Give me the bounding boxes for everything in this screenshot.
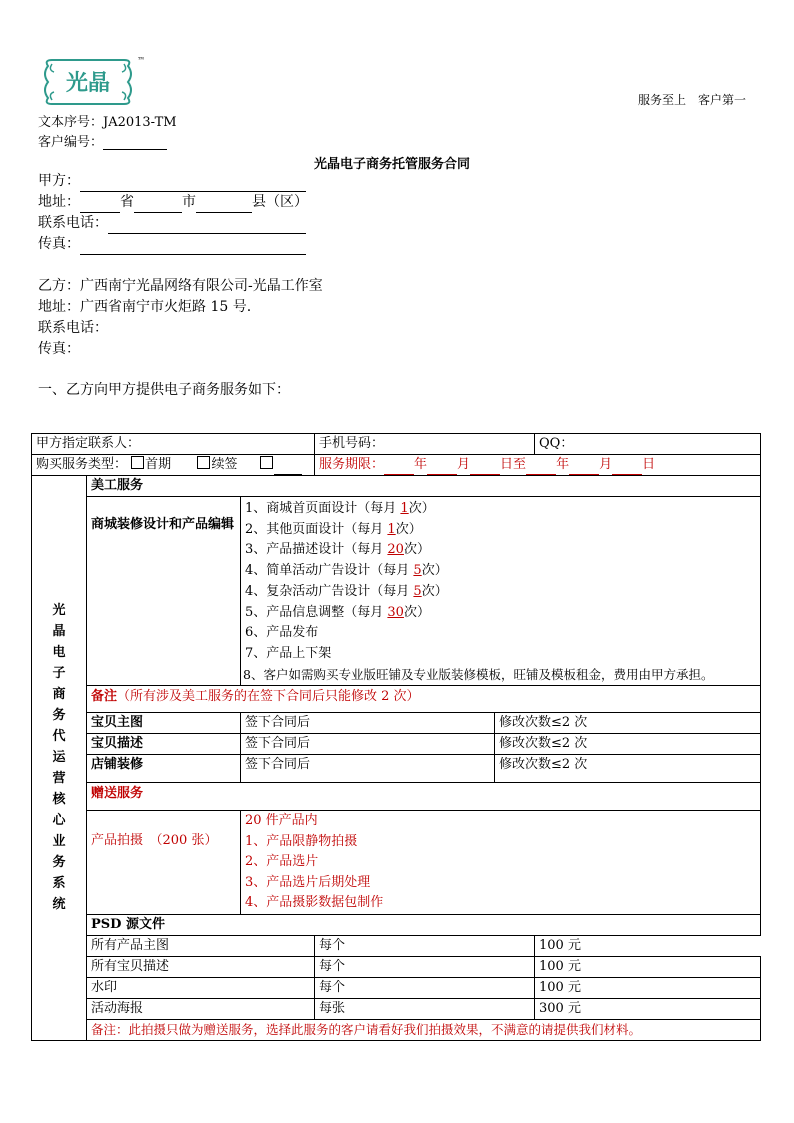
design-item: 8、客户如需购买专业版旺铺及专业版装修模板，旺铺及模板租金，费用由甲方承担。 bbox=[243, 666, 714, 682]
footer-note: 备注：此拍摄只做为赠送服务，选择此服务的客户请看好我们拍摄效果，不满意的请提供我们材料。 bbox=[87, 1019, 761, 1040]
side-title-char: 心 bbox=[52, 813, 66, 829]
mobile-cell: 手机号码： bbox=[315, 434, 535, 455]
customer-number: 客户编号： bbox=[38, 131, 167, 150]
other-checkbox[interactable] bbox=[260, 456, 273, 469]
party-a-name: 甲方： bbox=[38, 171, 306, 192]
psd-item: 所有宝贝描述 bbox=[87, 956, 315, 977]
psd-unit: 每个 bbox=[315, 977, 535, 998]
design-item: 4、复杂活动广告设计（每月 5次） bbox=[245, 583, 448, 599]
psd-item: 活动海报 bbox=[87, 998, 315, 1019]
party-b-phone: 联系电话： bbox=[38, 320, 108, 336]
buy-type-row bbox=[32, 455, 761, 476]
contract-title: 光晶电子商务托管服务合同 bbox=[314, 157, 471, 172]
contact-cell: 甲方指定联系人： bbox=[32, 434, 315, 455]
service-period-cell: 服务期限： 年 月 日至 年 月 日 bbox=[315, 455, 761, 476]
revision-when: 签下合同后 bbox=[241, 734, 495, 755]
section-heading: 一、乙方向甲方提供电子商务服务如下： bbox=[38, 382, 290, 398]
photo-item: 2、产品选片 bbox=[245, 854, 319, 870]
mall-design-row bbox=[32, 497, 761, 686]
psd-price: 100 元 bbox=[535, 935, 761, 956]
side-title-char: 光 bbox=[52, 603, 66, 619]
revision-row bbox=[32, 755, 761, 783]
psd-item: 所有产品主图 bbox=[87, 935, 315, 956]
design-item: 2、其他页面设计（每月 1次） bbox=[245, 521, 422, 537]
revision-item: 店铺装修 bbox=[87, 755, 241, 783]
psd-price: 100 元 bbox=[535, 956, 761, 977]
art-note: 备注（所有涉及美工服务的在签下合同后只能修改 2 次） bbox=[87, 686, 761, 713]
side-title-char: 系 bbox=[52, 876, 66, 892]
design-item: 5、产品信息调整（每月 30次） bbox=[245, 604, 430, 620]
company-logo bbox=[40, 56, 136, 106]
side-title-char: 商 bbox=[52, 687, 66, 703]
photo-row bbox=[32, 811, 761, 915]
serial-number: 文本序号：JA2013-TM bbox=[38, 115, 177, 130]
psd-heading: PSD 源文件 bbox=[87, 914, 761, 935]
revision-limit: 修改次数≤2 次 bbox=[495, 734, 761, 755]
psd-unit: 每个 bbox=[315, 935, 535, 956]
revision-row bbox=[32, 734, 761, 755]
side-title bbox=[32, 476, 87, 1041]
side-title-char: 子 bbox=[52, 666, 66, 682]
party-b-name: 乙方：广西南宁光晶网络有限公司-光晶工作室 bbox=[38, 278, 323, 294]
logo-text: 光晶 bbox=[65, 71, 111, 96]
side-title-char: 核 bbox=[52, 792, 66, 808]
design-item: 7、产品上下架 bbox=[245, 645, 332, 661]
gift-heading: 赠送服务 bbox=[87, 783, 761, 811]
party-b-address: 地址：广西省南宁市火炬路 15 号. bbox=[38, 299, 252, 315]
renewal-checkbox[interactable] bbox=[197, 456, 210, 469]
psd-row bbox=[32, 935, 761, 956]
slogan: 服务至上 客户第一 bbox=[638, 93, 747, 107]
service-table bbox=[31, 433, 761, 1041]
photo-item: 1、产品限静物拍摄 bbox=[245, 833, 358, 849]
party-b-fax: 传真： bbox=[38, 341, 80, 357]
side-title-char: 务 bbox=[52, 708, 66, 724]
side-title-char: 务 bbox=[52, 855, 66, 871]
revision-limit: 修改次数≤2 次 bbox=[495, 755, 761, 783]
psd-item: 水印 bbox=[87, 977, 315, 998]
psd-row bbox=[32, 977, 761, 998]
photo-items bbox=[241, 811, 761, 915]
side-title-char: 电 bbox=[52, 645, 66, 661]
first-term-checkbox[interactable] bbox=[131, 456, 144, 469]
photo-item: 3、产品选片后期处理 bbox=[245, 874, 371, 890]
revision-when: 签下合同后 bbox=[241, 755, 495, 783]
mall-design-label: 商城装修设计和产品编辑 bbox=[87, 497, 241, 686]
psd-unit: 每张 bbox=[315, 998, 535, 1019]
revision-row bbox=[32, 713, 761, 734]
side-title-char: 运 bbox=[52, 750, 66, 766]
photo-label: 产品拍摄 （200 张） bbox=[87, 811, 241, 915]
photo-item: 20 件产品内 bbox=[245, 813, 318, 829]
party-a-fax: 传真： bbox=[38, 234, 306, 255]
qq-cell: QQ： bbox=[535, 434, 761, 455]
photo-item: 4、产品摄影数据包制作 bbox=[245, 895, 384, 911]
buy-type-cell: 购买服务类型： 首期 续签 bbox=[32, 455, 315, 476]
design-item: 3、产品描述设计（每月 20次） bbox=[245, 542, 430, 558]
design-item: 4、简单活动广告设计（每月 5次） bbox=[245, 563, 448, 579]
psd-price: 100 元 bbox=[535, 977, 761, 998]
contact-row bbox=[32, 434, 761, 455]
revision-item: 宝贝描述 bbox=[87, 734, 241, 755]
side-title-char: 营 bbox=[52, 771, 66, 787]
party-a-phone: 联系电话： bbox=[38, 213, 306, 234]
psd-unit: 每个 bbox=[315, 956, 535, 977]
mall-design-items bbox=[241, 497, 761, 686]
side-title-char: 统 bbox=[52, 897, 66, 913]
party-a-address: 地址： 省 市 县（区） bbox=[38, 192, 308, 213]
psd-row bbox=[32, 998, 761, 1019]
revision-limit: 修改次数≤2 次 bbox=[495, 713, 761, 734]
psd-row bbox=[32, 956, 761, 977]
trademark: ™ bbox=[137, 56, 145, 65]
psd-price: 300 元 bbox=[535, 998, 761, 1019]
side-title-char: 晶 bbox=[52, 624, 66, 640]
design-item: 1、商城首页面设计（每月 1次） bbox=[245, 501, 435, 516]
art-service-heading: 美工服务 bbox=[87, 476, 761, 497]
side-title-char: 代 bbox=[52, 729, 66, 745]
design-item: 6、产品发布 bbox=[245, 625, 319, 641]
side-title-char: 业 bbox=[52, 834, 66, 850]
revision-when: 签下合同后 bbox=[241, 713, 495, 734]
revision-item: 宝贝主图 bbox=[87, 713, 241, 734]
